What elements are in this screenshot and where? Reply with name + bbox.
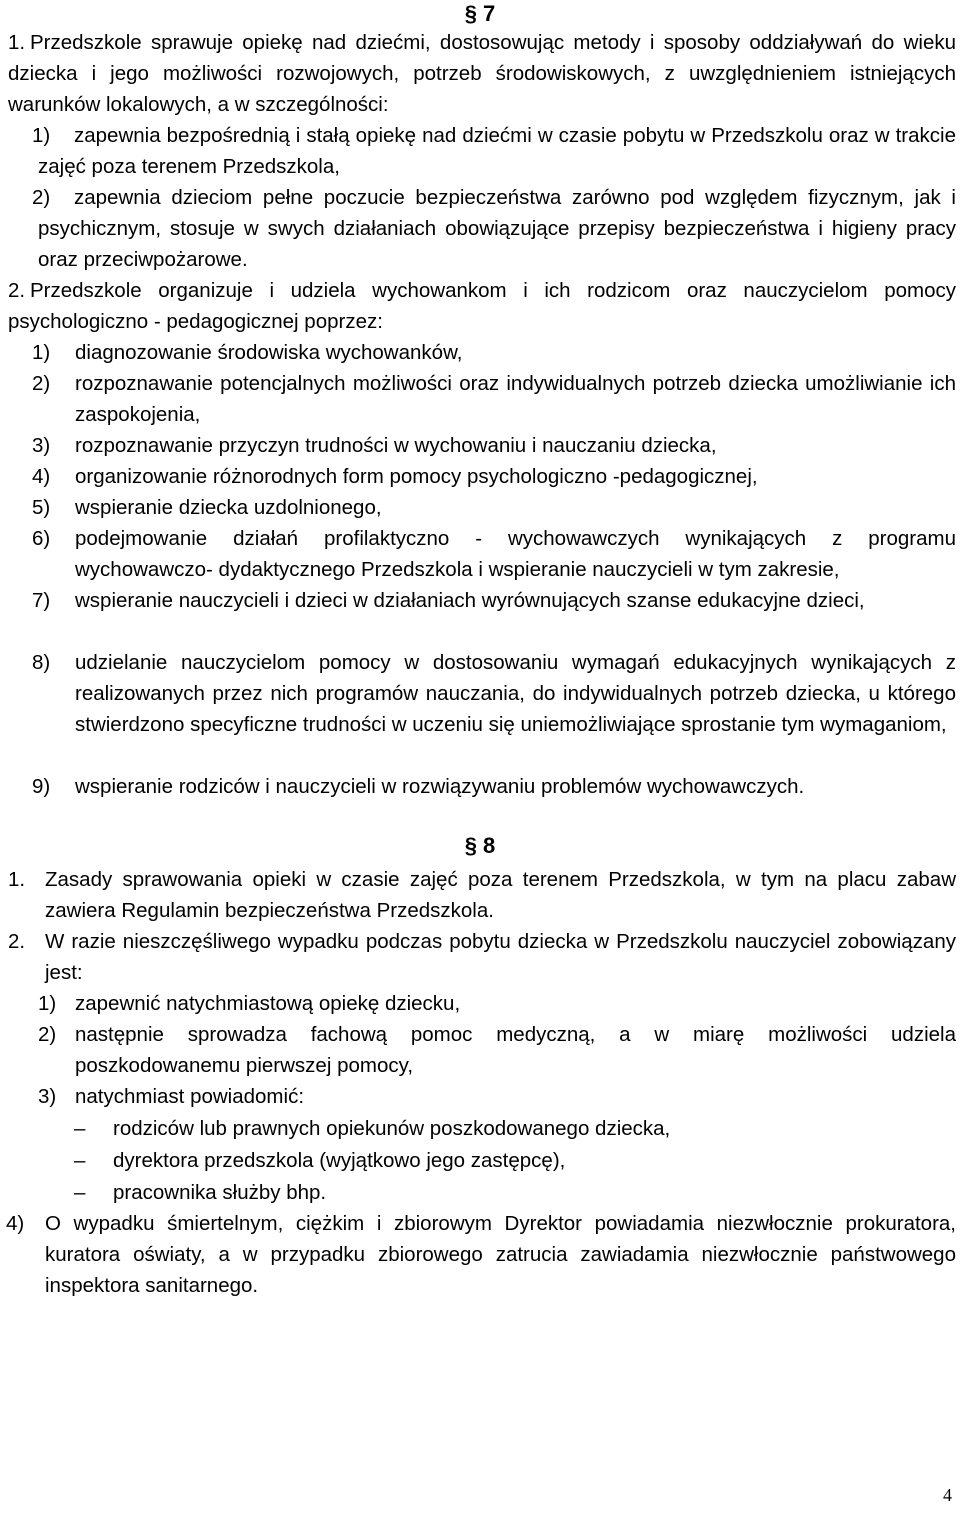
- list-item-number: 1): [32, 341, 51, 364]
- list-item-text: wspieranie nauczycieli i dzieci w działaniach wyrównujących szanse edukacyjne dzieci,: [75, 589, 865, 612]
- section-7-paragraph-2: [8, 275, 956, 337]
- section-8-paragraph-2: [8, 926, 956, 988]
- list-item: [32, 430, 956, 461]
- list-item: [32, 647, 956, 740]
- list-item-number: 2): [32, 372, 51, 395]
- list-item-number: 7): [32, 589, 51, 612]
- list-item-text: następnie sprowadza fachową pomoc medyczną, a w miarę możliwości udziela poszkodowanemu pierwszej pomocy,: [75, 1023, 956, 1077]
- list-item: [32, 337, 956, 368]
- list-item-number: 6): [32, 527, 51, 550]
- list-item: [32, 461, 956, 492]
- bullet-item: [74, 1145, 956, 1176]
- list-item: [32, 120, 956, 182]
- list-item: [38, 1019, 956, 1081]
- section-7-paragraph-1: [8, 27, 956, 120]
- list-item-text: udzielanie nauczycielom pomocy w dostosowaniu wymagań edukacyjnych wynikających z realizowanych przez nich programów nauczania, do indywidualnych potrzeb dziecka, u którego stwierdzono specyficzne trudności w uczeniu się uniemożliwiające sprostanie tym wymaganiom,: [75, 651, 956, 736]
- list-item-text: rozpoznawanie przyczyn trudności w wychowaniu i nauczaniu dziecka,: [75, 434, 717, 457]
- list-item-text: rozpoznawanie potencjalnych możliwości oraz indywidualnych potrzeb dziecka umożliwianie ich zaspokojenia,: [75, 372, 956, 426]
- list-item-text: zapewnia bezpośrednią i stałą opiekę nad dziećmi w czasie pobytu w Przedszkolu oraz w trakcie zajęć poza terenem Przedszkola,: [38, 124, 956, 178]
- paragraph-text: O wypadku śmiertelnym, ciężkim i zbiorowym Dyrektor powiadamia niezwłocznie prokuratora, kuratora oświaty, a w przypadku zbiorowego zatrucia zawiadamia niezwłocznie państwowego inspektora sanitarnego.: [45, 1212, 956, 1297]
- paragraph-text: Przedszkole organizuje i udziela wychowankom i ich rodzicom oraz nauczycielom pomocy psychologiczno - pedagogicznej poprzez:: [8, 279, 956, 333]
- bullet-item: [74, 1113, 956, 1144]
- list-item-text: zapewnia dzieciom pełne poczucie bezpieczeństwa zarówno pod względem fizycznym, jak i psychicznym, stosuje w swych działaniach obowiązujące przepisy bezpieczeństwa i higieny pracy oraz przeciwpożarowe.: [38, 186, 956, 271]
- paragraph-text: W razie nieszczęśliwego wypadku podczas pobytu dziecka w Przedszkolu nauczyciel zobowiązany jest:: [45, 930, 956, 984]
- paragraph-number: 2.: [8, 279, 26, 302]
- list-item-text: wspieranie dziecka uzdolnionego,: [75, 496, 382, 519]
- list-item: [32, 182, 956, 275]
- paragraph-number: 1.: [8, 31, 26, 54]
- paragraph-number: 1.: [8, 868, 26, 891]
- section-8-heading: § 8: [464, 833, 496, 858]
- list-item-text: zapewnić natychmiastową opiekę dziecku,: [75, 992, 461, 1015]
- list-item: [32, 585, 956, 616]
- bullet-text: rodziców lub prawnych opiekunów poszkodowanego dziecka,: [113, 1117, 671, 1140]
- section-8-paragraph-1: [8, 864, 956, 926]
- paragraph-number: 4): [6, 1212, 25, 1235]
- list-item-number: 5): [32, 496, 51, 519]
- list-item-number: 9): [32, 775, 51, 798]
- list-item-number: 2): [38, 1023, 57, 1046]
- list-item-number: 1): [32, 124, 51, 147]
- list-item-text: diagnozowanie środowiska wychowanków,: [75, 341, 463, 364]
- list-item-number: 1): [38, 992, 57, 1015]
- list-item-text: natychmiast powiadomić:: [75, 1085, 305, 1108]
- list-item: [32, 368, 956, 430]
- list-item-number: 2): [32, 186, 51, 209]
- list-item-text: podejmowanie działań profilaktyczno - wychowawczych wynikających z programu wychowawczo- dydaktycznego Przedszkola i wspieranie nauczycieli w tym zakresie,: [75, 527, 956, 581]
- dash-bullet: –: [74, 1181, 86, 1204]
- section-8-paragraph-4: [6, 1208, 956, 1301]
- paragraph-text: Zasady sprawowania opieki w czasie zajęć poza terenem Przedszkola, w tym na placu zabaw zawiera Regulamin bezpieczeństwa Przedszkola.: [45, 868, 956, 922]
- dash-bullet: –: [74, 1117, 86, 1140]
- list-item: [32, 771, 956, 802]
- list-item-number: 3): [32, 434, 51, 457]
- list-item: [32, 523, 956, 585]
- dash-bullet: –: [74, 1149, 86, 1172]
- bullet-item: [74, 1177, 956, 1208]
- bullet-text: dyrektora przedszkola (wyjątkowo jego zastępcę),: [113, 1149, 566, 1172]
- list-item-text: wspieranie rodziców i nauczycieli w rozwiązywaniu problemów wychowawczych.: [75, 775, 805, 798]
- list-item-number: 4): [32, 465, 51, 488]
- list-item: [38, 1081, 956, 1112]
- section-7-heading: § 7: [464, 1, 496, 26]
- page-number: 4: [943, 1485, 952, 1505]
- list-item: [32, 492, 956, 523]
- paragraph-number: 2.: [8, 930, 26, 953]
- list-item-number: 3): [38, 1085, 57, 1108]
- list-item-text: organizowanie różnorodnych form pomocy psychologiczno -pedagogicznej,: [75, 465, 758, 488]
- list-item-number: 8): [32, 651, 51, 674]
- list-item: [38, 988, 956, 1019]
- bullet-text: pracownika służby bhp.: [113, 1181, 327, 1204]
- paragraph-text: Przedszkole sprawuje opiekę nad dziećmi, dostosowując metody i sposoby oddziaływań do wieku dziecka i jego możliwości rozwojowych, potrzeb środowiskowych, z uwzględnieniem istniejących warunków lokalowych, a w szczególności:: [8, 31, 956, 116]
